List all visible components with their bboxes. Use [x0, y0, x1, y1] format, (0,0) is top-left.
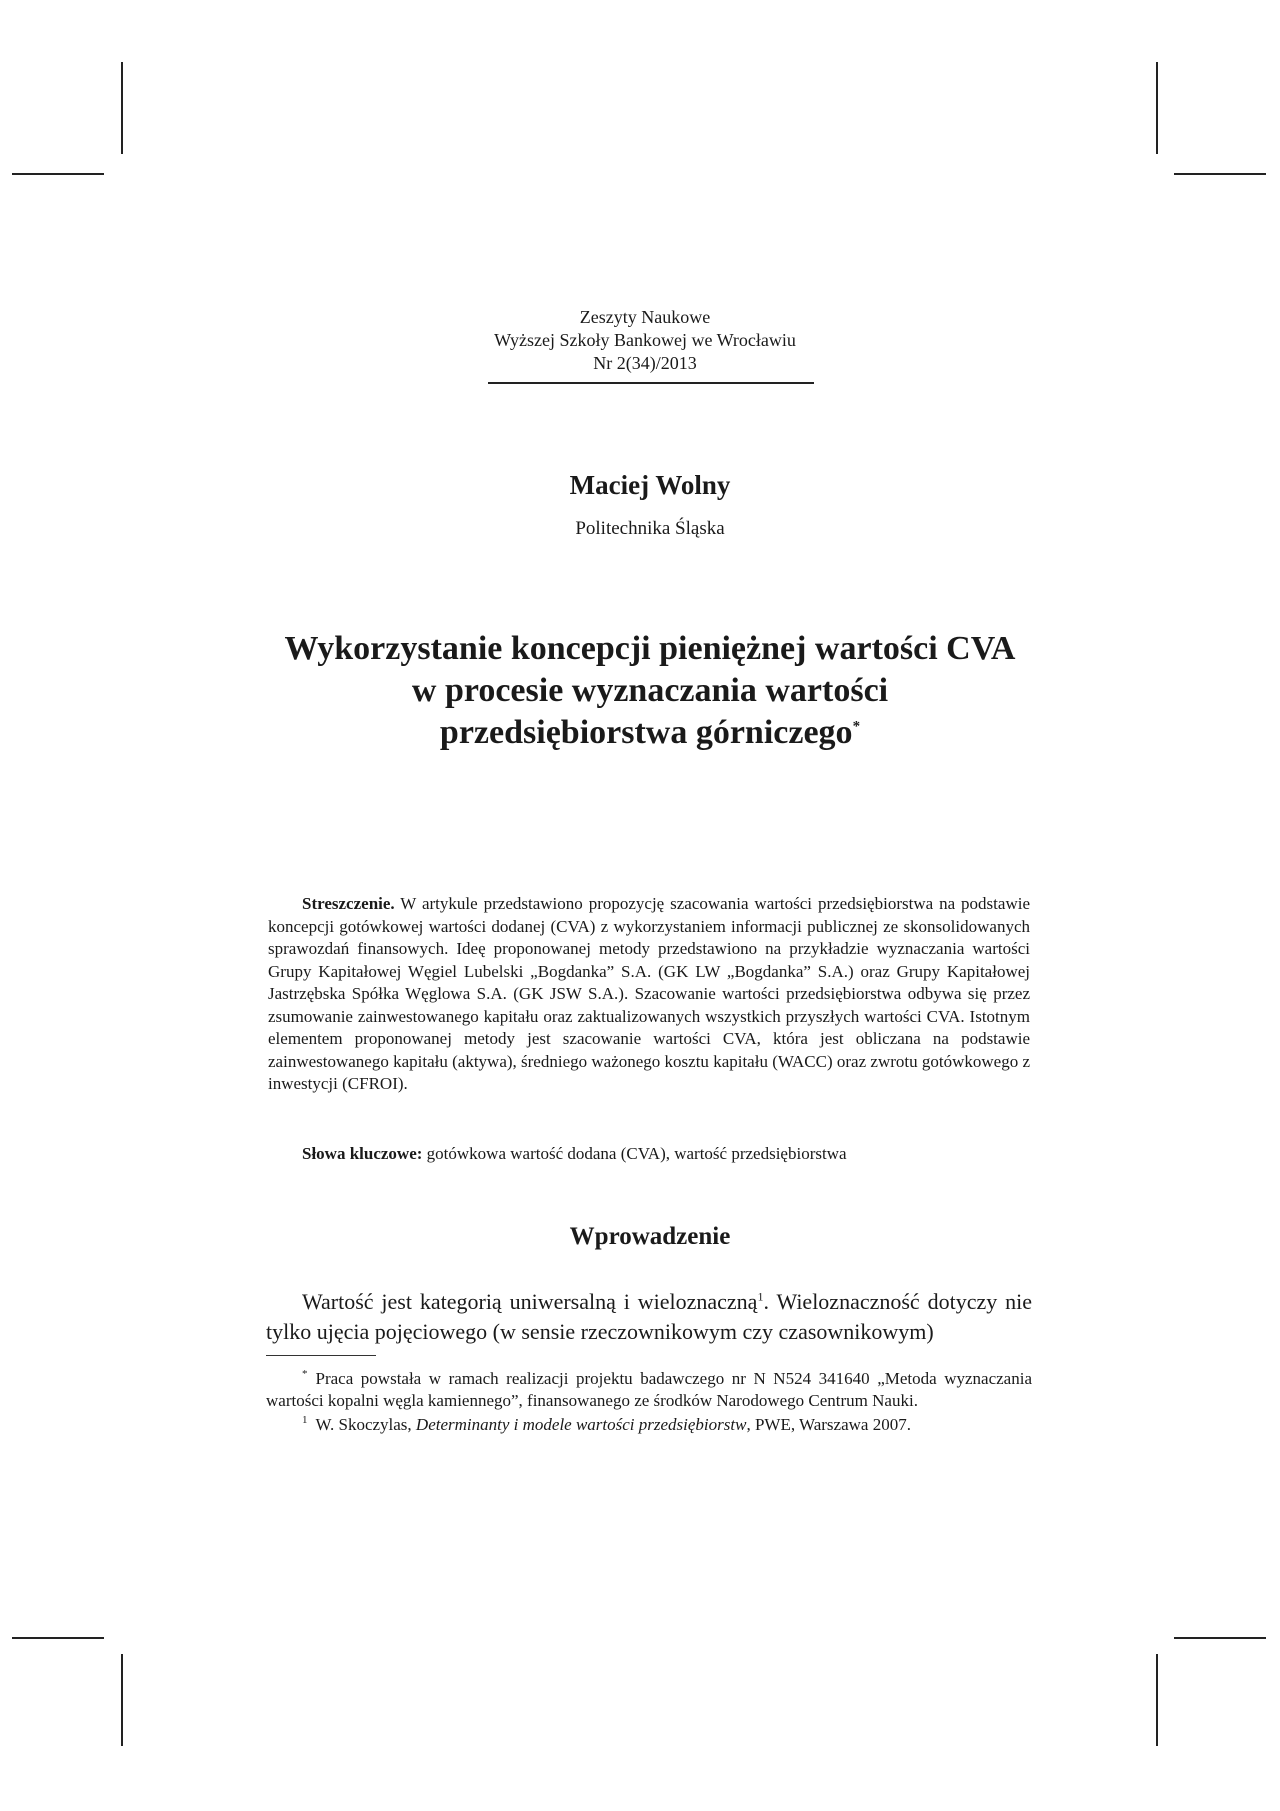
author-name: Maciej Wolny — [569, 470, 731, 500]
keywords — [268, 1143, 1030, 1165]
abstract-text: W artykule przedstawiono propozycję szacowania wartości przedsiębiorstwa na podstawie koncepcji gotówkowej wartości dodanej (CVA) z wykorzystaniem informacji publicznej ze skonsolidowanych sprawozdań finansowych. Ideę proponowanej metody przedstawiono na przykładzie wyznaczania wartości Grupy Kapitałowej Węgiel Lubelski „Bogdanka” S.A. (GK LW „Bogdanka” S.A.) oraz Grupy Kapitałowej Jastrzębska Spółka Węglowa S.A. (GK JSW S.A.). Szacowanie wartości przedsiębiorstwa odbywa się przez zsumowanie zainwestowanego kapitału oraz zaktualizowanych wszystkich przyszłych wartości CVA. Istotnym elementem proponowanej metody jest szacowanie wartości CVA, która jest obliczana na podstawie zainwestowanego kapitału (aktywa), średniego ważonego kosztu kapitału (WACC) oraz zwrotu gotówkowego z inwestycji (CFROI). — [268, 894, 1030, 1093]
crop-mark-bottom-right-horizontal — [1174, 1637, 1266, 1639]
footnote-star-mark: * — [302, 1368, 308, 1381]
journal-rule — [488, 382, 814, 384]
crop-mark-bottom-right-vertical — [1156, 1654, 1158, 1746]
footnote-star-text: Praca powstała w ramach realizacji projektu badawczego nr N N524 341640 „Metoda wyznaczania wartości kopalni węgla kamiennego”, finansowanego ze środków Narodowego Centrum Nauki. — [266, 1369, 1032, 1410]
journal-school: Wyższej Szkoły Bankowej we Wrocławiu — [494, 330, 796, 350]
footnote-1-author: W. Skoczylas, — [315, 1415, 416, 1434]
journal-header — [480, 306, 810, 375]
footnote-1-rest: , PWE, Warszawa 2007. — [746, 1415, 911, 1434]
footnote-1-title: Determinanty i modele wartości przedsiębiorstw — [415, 1415, 747, 1434]
title-line-3-text: przedsiębiorstwa górniczego — [439, 714, 853, 751]
title-line-1: Wykorzystanie koncepcji pieniężnej wartości CVA — [284, 630, 1016, 667]
title-line-3 — [0, 712, 1280, 754]
paper-title — [0, 628, 1280, 754]
crop-mark-bottom-left-horizontal — [12, 1637, 104, 1639]
journal-issue: Nr 2(34)/2013 — [593, 353, 697, 373]
crop-mark-top-left-horizontal — [12, 173, 104, 175]
crop-mark-top-right-horizontal — [1174, 173, 1266, 175]
title-footnote-marker: * — [852, 718, 861, 735]
title-line-2: w procesie wyznaczania wartości — [411, 672, 889, 709]
footnote-star — [266, 1368, 1032, 1412]
journal-name: Zeszyty Naukowe — [579, 307, 711, 327]
author-affiliation: Politechnika Śląska — [575, 518, 725, 539]
keywords-text: gotówkowa wartość dodana (CVA), wartość przedsiębiorstwa — [422, 1144, 847, 1163]
section-heading: Wprowadzenie — [569, 1223, 731, 1250]
footnote-1-mark: 1 — [302, 1414, 308, 1427]
crop-mark-bottom-left-vertical — [121, 1654, 123, 1746]
intro-text-after: . Wieloznaczność dotyczy nie tylko ujęcia pojęciowego (w sensie rzeczownikowym czy czasownikowym) — [266, 1289, 1032, 1344]
crop-mark-top-left-vertical — [121, 62, 123, 154]
crop-mark-top-right-vertical — [1156, 62, 1158, 154]
footnotes — [266, 1368, 1032, 1438]
footnote-rule — [266, 1355, 376, 1356]
intro-paragraph — [266, 1287, 1032, 1347]
footnote-1 — [266, 1414, 1032, 1436]
abstract-label: Streszczenie. — [302, 894, 395, 913]
keywords-label: Słowa kluczowe: — [302, 1144, 423, 1163]
footnote-ref-1: 1 — [757, 1289, 764, 1304]
intro-text-before: Wartość jest kategorią uniwersalną i wieloznaczną — [302, 1289, 758, 1314]
abstract — [268, 893, 1030, 1096]
